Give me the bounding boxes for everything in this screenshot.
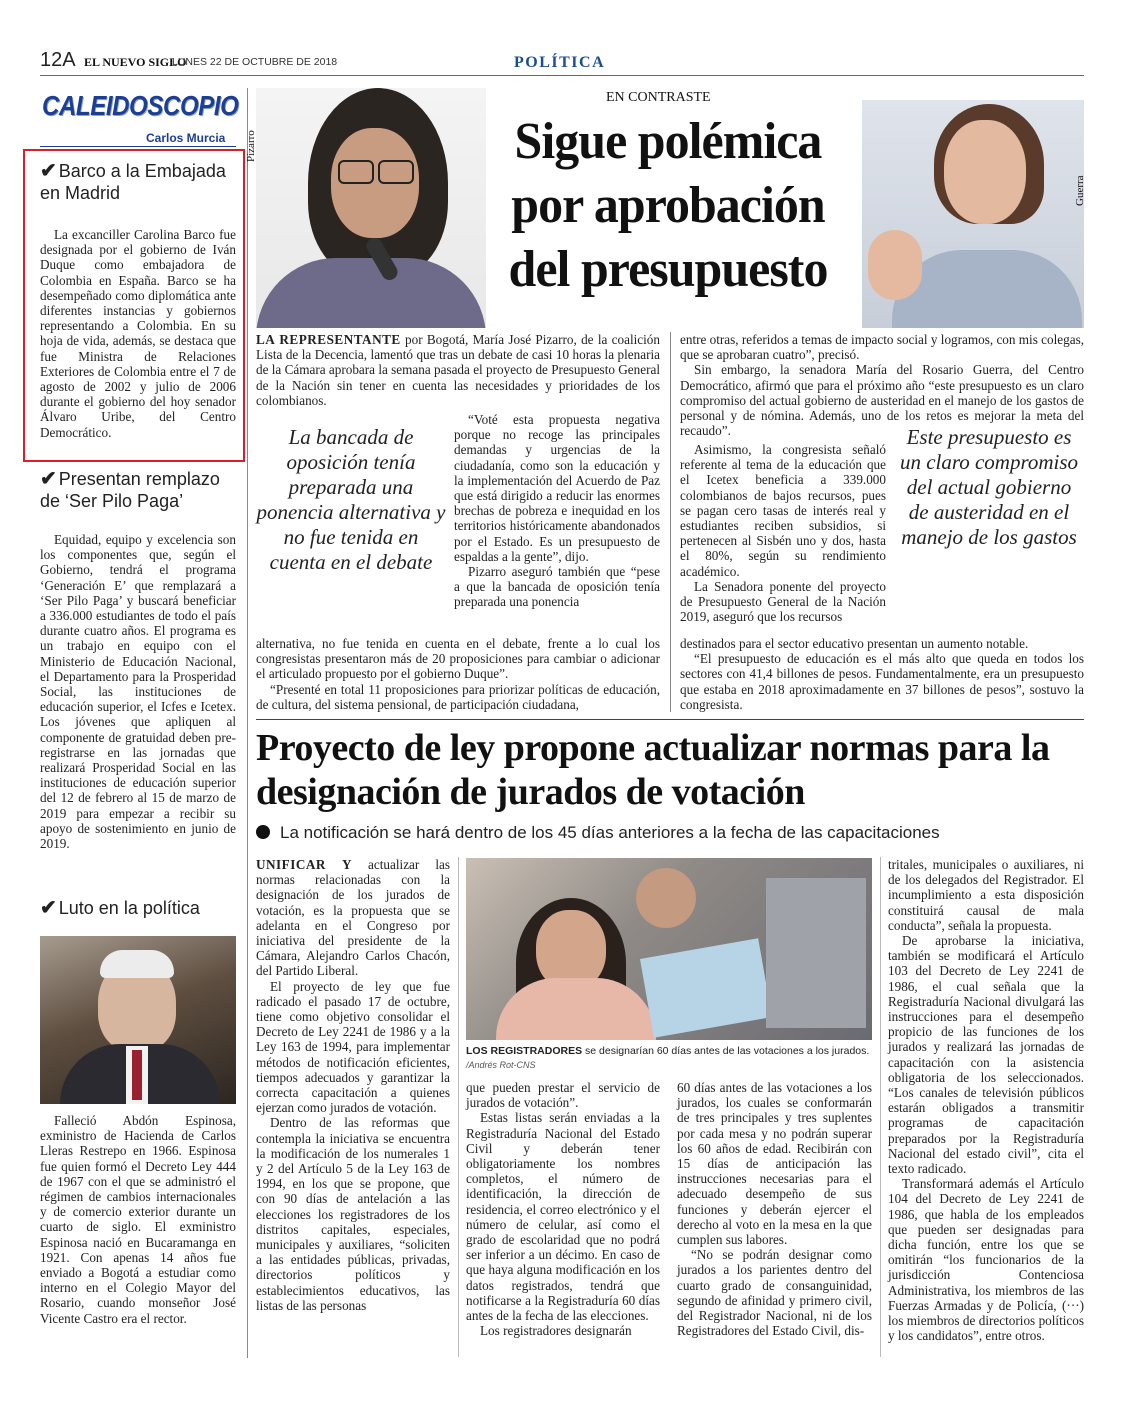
caleidoscopio-logo: CALEIDOSCOPIO [42,90,239,121]
column-divider [670,332,671,712]
article1-col3b: Asimismo, la congresista señaló referente al tema de la educación que el Icetex beneficia a 339.000 colombianos de bajos recursos, pues se pagan cero tasas de interés real y estudiantes reciben subsidios, si pertenecen al Sisbén uno y dos, hasta el 80%, según su rendimiento académico. La Senadora ponente del proyecto de Presupuesto General de la Nación 2019, aseguró que los recursos [680,442,886,625]
pullquote-left: La bancada de oposición tenía preparada una ponencia alternativa y no fue tenida en cuenta en el debate [256,425,446,574]
sidebar-item-title: ✔ Luto en la política [40,897,200,919]
checkmark-icon: ✔ [40,468,57,490]
bullet-icon [256,825,270,839]
article1-col2: “Voté esta propuesta negativa porque no recoge las principales demandas y urgencias de la ciudadanía, como son la educación y la implementación del Acuerdo de Paz que está dirigido a reducir las enormes brechas de pobreza e inequidad en los territorios históricamente abandonados por el Estado. Es un presupuesto de espaldas a la gente”, dijo. Pizarro aseguró también que “pese a que la bancada de oposición tenía preparada una ponencia [454,412,660,610]
kicker: EN CONTRASTE [606,90,711,105]
pullquote-right: Este presupuesto es un claro compromiso del actual gobierno de austeridad en el manejo de los gastos [899,425,1079,549]
sidebar-item-title: ✔ Presentan remplazo de ‘Ser Pilo Paga’ [40,468,220,511]
sidebar-item-body: La excanciller Carolina Barco fue designada por el gobierno de Iván Duque como embajadora de Colombia en España. Barco se ha desempeñado como diplomática ante diferentes instancias y gobiernos representando a Colombia. En su hoja de vida, además, se destaca que fue Ministra de Relaciones Exteriores de Colombia entre el 7 de agosto de 2002 y julio de 2006 durante el gobierno del hoy senador Álvaro Uribe, del Centro Democrático. [40,227,236,440]
column-divider [458,857,459,1357]
header-rule [40,75,1084,76]
sidebar-rule [40,146,236,147]
article2-col4: tritales, municipales o auxiliares, ni de los delegados del Registrador. El incumplimiento a esta disposición constituirá causal de mala conducta”, señala la propuesta. De aprobarse la iniciativa, también se modificará el Artículo 103 del Decreto de Ley 2241 de 1986, el cual señala que la Registraduría Nacional divulgará las instrucciones para el desempeño propicio de las funciones de los jurados y realizará las jornadas de capacitación con la asistencia obligatoria de los seleccionados. “Los canales de televisión públicos estarán obligados a transmitir programas de capacitación preparados por la Registraduría Nacional del estado civil”, cita el texto radicado. Transformará además el Artículo 104 del Decreto de Ley 2241 de 1986, que habla de los empleados que pueden ser designadas para dicha función, entre los que se omitirán “los funcionarios de la jurisdicción Contenciosa Administrativa, los miembros de las Fuerzas Armadas y de Policía, (···) los miembros de directorios políticos y los candidatos”, entre otros. [888,857,1084,1344]
headline-1: Sigue polémica por aprobación del presupuesto [508,113,828,298]
pizarro-photo [256,88,486,328]
article1-right-wide: destinados para el sector educativo presentan un aumento notable. “El presupuesto de educación es el más alto que queda en todos los sectores con 41,4 billones de pesos. Fundamentalmente, era un presupuesto que estaba en 2018 aproximadamente en 37 billones de pesos”, sostuvo la congresista. [680,636,1084,712]
newspaper-name: EL NUEVO SIGLO [84,55,187,69]
column-author: Carlos Murcia [146,131,226,145]
article1-wide: alternativa, no fue tenida en cuenta en el debate, frente a lo cual los congresistas presentaron más de 20 proposiciones para cambiar o adicionar el articulado propuesto por el gobierno Duque”. “Presenté en total 11 proposiciones para priorizar políticas de educación, de cultura, del sistema pensional, de participación ciudadana, [256,636,660,712]
article2-col2: que pueden prestar el servicio de jurados de votación”. Estas listas serán enviadas a la Registraduría Nacional del Estado Civil y deberán tener obligatoriamente los nombres completos, el número de identificación, la dirección de residencia, el correo electrónico y el número de celular, así como el grado de escolaridad que no podrá ser inferior a un décimo. En caso de que haya alguna modificación en los datos registrados, tendrá que notificarse a la Registraduría 60 días antes de la fecha de las elecciones. Los registradores designarán [466,1080,660,1339]
photo-label-guerra: Guerra [1074,175,1086,206]
article2-col3: 60 días antes de las votaciones a los jurados, los cuales se conformarán de tres principales y tres suplentes por cada mesa y no podrán superar los 60 años de edad. Recibirán con 15 días de anticipación las instrucciones necesarias para el adecuado desempeño de sus funciones y deberán ejercer el derecho al voto en la mesa en la que cumplen sus labores. “No se podrán designar como jurados a los parientes dentro del cuarto grado de consanguinidad, segundo de afinidad y primero civil, del Registrador Nacional, ni de los Registradores del Estado Civil, dis- [677,1080,872,1339]
issue-date: LUNES 22 DE OCTUBRE DE 2018 [172,56,338,68]
article-separator [256,719,1084,720]
page-number: 12A [40,49,76,71]
guerra-photo [862,100,1084,328]
photo-caption: LOS REGISTRADORES se designarían 60 días antes de las votaciones a los jurados. /Andrés Rot-CNS [466,1045,870,1070]
portrait-photo [40,936,236,1104]
registradores-photo [466,858,872,1040]
sidebar-item-body: Falleció Abdón Espinosa, exministro de Hacienda de Carlos Lleras Restrepo en 1966. Espinosa fue quien formó el Decreto Ley 444 de 1967 con el que se administró el régimen de cambios internacionales y de comercio exterior durante un cuarto de siglo. El exministro Espinosa nació en Bucaramanga en 1921. Con apenas 14 años fue enviado a Bogotá a estudiar como interno en el Colegio Mayor del Rosario, cuando monseñor José Vicente Castro era el rector. [40,1113,236,1326]
sidebar-item-body: Equidad, equipo y excelencia son los componentes que, según el Gobierno, tendrá el programa ‘Generación E’ que remplazará a ‘Ser Pilo Paga’ y buscará beneficiar a 336.000 estudiantes de todo el país durante cuatro años. El programa es un trabajo en equipo con el Ministerio de Educación Nacional, el Departamento para la Prosperidad Social, las instituciones de educación superior, el Icfes e Icetex. Los jóvenes que apliquen al componente de gratuidad deben pre-registrarse en las jornadas que realizará Prosperidad Social en las instituciones de educación superior del 12 de febrero al 15 de marzo de 2019 para empezar a recibir su apoyo de sostenimiento en junio de 2019. [40,532,236,852]
article1-lead: LA REPRESENTANTE por Bogotá, María José Pizarro, de la coalición Lista de la Decencia, lamentó que tras un debate de casi 10 horas la plenaria de la Cámara aprobara la semana pasada el proyecto de Presupuesto General de la Nación sin tener en cuenta las necesidades y prioridades de los colombianos. [256,332,660,408]
checkmark-icon: ✔ [40,897,57,919]
checkmark-icon: ✔ [40,160,57,182]
article2-col1: UNIFICAR Y actualizar las normas relacionadas con la designación de los jurados de votación, es la propuesta que se adelanta en el Congreso por iniciativa del presidente de la Cámara, Alejandro Carlos Chacón, del Partido Liberal. El proyecto de ley que fue radicado el pasado 17 de octubre, tiene como objetivo consolidar el Decreto de Ley 2241 de 1986 y a la Ley 163 de 1994, para implementar métodos de notificación eficientes, tiempos adecuados y garantizar la correcta capacitación a quienes ejerzan como jurados de votación. Dentro de las reformas que contempla la iniciativa se encuentra la modificación de los numerales 1 y 2 del Artículo 5 de la Ley 163 de 1994, en los que se propone, que con 90 días de antelación a las elecciones los registradores de los distritos capitales, especiales, municipales y auxiliares, “soliciten a las entidades públicas, privadas, directorios políticos y establecimientos educativos, las listas de las personas [256,857,450,1313]
headline-2: Proyecto de ley propone actualizar normas para la designación de jurados de votación [256,727,1050,813]
column-divider [880,857,881,1357]
subheadline: La notificación se hará dentro de los 45 días anteriores a la fecha de las capacitaciones [256,823,1084,843]
sidebar-item-title: ✔ Barco a la Embajada en Madrid [40,160,226,203]
section-label: POLÍTICA [514,54,606,71]
column-divider [247,88,248,1358]
article1-col3: entre otras, referidos a temas de impacto social y logramos, con mis colegas, que se aprobaran cuatro”, precisó. Sin embargo, la senadora María del Rosario Guerra, del Centro Democrático, afirmó que para el próximo año “este presupuesto es un claro compromiso del actual gobierno de austeridad en el manejo de los gastos de personal y de nómina. Además, uno de los retos es mejorar la meta del recaudo”. [680,332,1084,439]
photo-label-pizarro: Pizarro [245,130,257,162]
